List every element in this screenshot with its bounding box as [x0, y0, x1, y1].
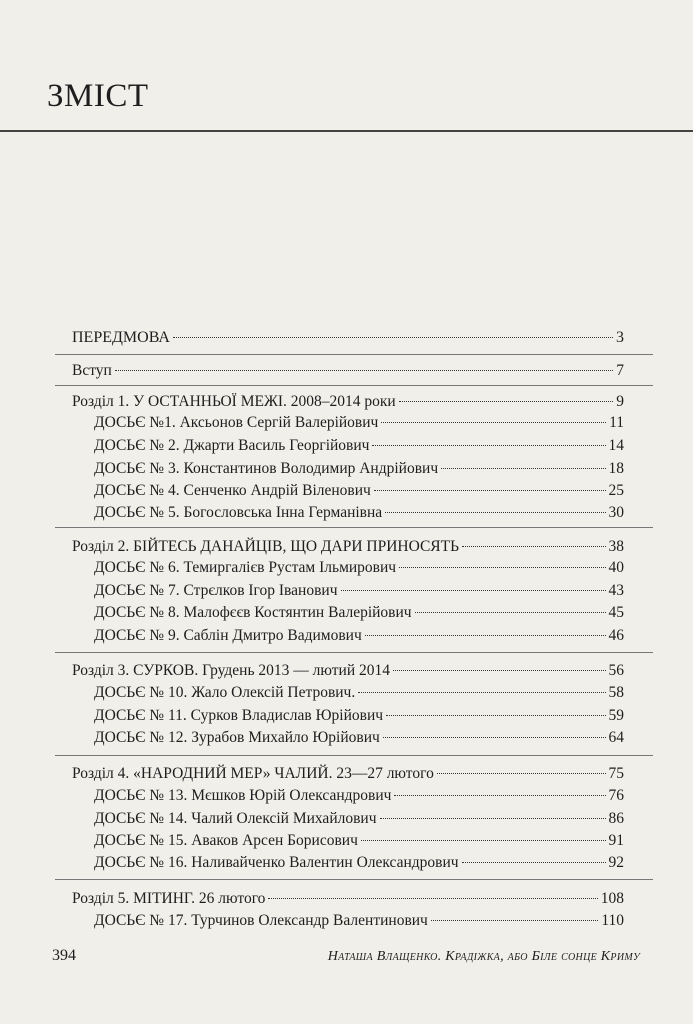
toc-entry-title: ДОСЬЄ № 4. Сенченко Андрій Віленович	[94, 482, 371, 499]
dot-leader	[115, 370, 613, 371]
toc-entry-title: ПЕРЕДМОВА	[72, 329, 170, 346]
toc-entry-title: ДОСЬЄ № 6. Темиргалієв Рустам Ільмирович	[94, 559, 397, 576]
toc-dossier-entry	[94, 459, 624, 478]
toc-entry-title: ДОСЬЄ № 3. Константинов Володимир Андрійович	[94, 460, 439, 477]
toc-entry-title: ДОСЬЄ № 9. Саблін Дмитро Вадимович	[94, 627, 362, 644]
dot-leader	[358, 692, 605, 693]
toc-entry-title: Вступ	[72, 362, 112, 379]
toc-dossier-entry	[94, 728, 624, 747]
toc-entry-page: 108	[600, 890, 624, 907]
toc-dossier-entry	[94, 706, 624, 725]
toc-entry-page: 75	[608, 765, 624, 782]
toc-chapter-entry	[72, 661, 624, 680]
toc-entry-title: ДОСЬЄ № 10. Жало Олексій Петрович.	[94, 684, 356, 701]
toc-dossier-entry	[94, 683, 624, 702]
toc-dossier-entry	[94, 853, 624, 872]
toc-entry-page: 38	[608, 538, 624, 555]
toc-dossier-entry	[94, 626, 624, 645]
toc-entry-page: 40	[608, 559, 624, 576]
toc-dossier-entry	[94, 911, 624, 930]
toc-entry-title: ДОСЬЄ № 13. Мєшков Юрій Олександрович	[94, 787, 392, 804]
dot-leader	[394, 795, 605, 796]
dot-leader	[372, 445, 605, 446]
toc-entry-page: 45	[608, 604, 624, 621]
toc-entry-page: 110	[601, 912, 624, 929]
toc-entry-page: 3	[616, 329, 624, 346]
dot-leader	[385, 512, 605, 513]
toc-entry-title: Розділ 2. БІЙТЕСЬ ДАНАЙЦІВ, ЩО ДАРИ ПРИНОСЯТЬ	[72, 538, 460, 555]
toc-entry-title: ДОСЬЄ № 17. Турчинов Олександр Валентинович	[94, 912, 428, 929]
dot-leader	[399, 567, 605, 568]
toc-entry-page: 59	[608, 707, 624, 724]
toc-dossier-entry	[94, 481, 624, 500]
toc-entry-page: 64	[608, 729, 624, 746]
toc-dossier-entry	[94, 436, 624, 455]
toc-entry-title: ДОСЬЄ № 14. Чалий Олексій Михайлович	[94, 810, 377, 827]
toc-entry-title: ДОСЬЄ № 15. Аваков Арсен Борисович	[94, 832, 358, 849]
toc-chapter-entry	[72, 764, 624, 783]
dot-leader	[386, 715, 605, 716]
toc-chapter-entry	[72, 889, 624, 908]
section-divider	[55, 652, 653, 653]
toc-entry-title: ДОСЬЄ № 16. Наливайченко Валентин Олександрович	[94, 854, 459, 871]
dot-leader	[431, 920, 598, 921]
dot-leader	[393, 670, 606, 671]
toc-entry-page: 91	[608, 832, 624, 849]
toc-entry-page: 30	[608, 504, 624, 521]
toc-dossier-entry	[94, 558, 624, 577]
toc-entry-title: ДОСЬЄ № 7. Стрєлков Ігор Іванович	[94, 582, 338, 599]
toc-dossier-entry	[94, 603, 624, 622]
toc-entry-page: 7	[616, 362, 624, 379]
toc-entry-page: 14	[608, 437, 624, 454]
toc-entry-title: ДОСЬЄ № 5. Богословська Інна Германівна	[94, 504, 383, 521]
toc-entry-page: 86	[608, 810, 624, 827]
toc-dossier-entry	[94, 786, 624, 805]
toc-dossier-entry	[94, 581, 624, 600]
toc-entry-page: 58	[608, 684, 624, 701]
toc-entry-page: 92	[608, 854, 624, 871]
dot-leader	[173, 337, 613, 338]
toc-dossier-entry	[94, 503, 624, 522]
toc-entry-page: 46	[608, 627, 624, 644]
dot-leader	[415, 612, 606, 613]
running-title: Наташа Влащенко. Крадіжка, або Біле сонце Криму	[327, 949, 640, 964]
dot-leader	[374, 490, 606, 491]
toc-dossier-entry	[94, 413, 624, 432]
section-divider	[55, 527, 653, 528]
toc-entry-title: ДОСЬЄ № 11. Сурков Владислав Юрійович	[94, 707, 384, 724]
dot-leader	[361, 840, 606, 841]
toc-dossier-entry	[94, 809, 624, 828]
dot-leader	[365, 635, 606, 636]
toc-entry-page: 25	[608, 482, 624, 499]
toc-entry-page: 76	[608, 787, 624, 804]
dot-leader	[462, 546, 605, 547]
dot-leader	[462, 862, 606, 863]
dot-leader	[441, 468, 605, 469]
dot-leader	[268, 898, 597, 899]
toc-entry-title: ДОСЬЄ № 8. Малофєєв Костянтин Валерійович	[94, 604, 412, 621]
section-divider	[55, 354, 653, 355]
dot-leader	[381, 422, 606, 423]
toc-entry-page: 43	[608, 582, 624, 599]
toc-entry-page: 11	[609, 414, 624, 431]
section-divider	[55, 385, 653, 386]
page-title: ЗМІСТ	[47, 78, 149, 114]
dot-leader	[399, 401, 614, 402]
toc-entry	[72, 328, 624, 347]
toc-entry-title: ДОСЬЄ № 2. Джарти Василь Георгійович	[94, 437, 370, 454]
toc-entry-page: 9	[616, 393, 624, 410]
toc-entry-page: 18	[608, 460, 624, 477]
toc-entry-page: 56	[608, 662, 624, 679]
toc-chapter-entry	[72, 392, 624, 411]
toc-entry-title: ДОСЬЄ № 12. Зурабов Михайло Юрійович	[94, 729, 380, 746]
dot-leader	[380, 818, 606, 819]
toc-entry-title: Розділ 5. МІТИНГ. 26 лютого	[72, 890, 266, 907]
section-divider	[55, 879, 653, 880]
page-number: 394	[52, 947, 76, 964]
section-divider	[55, 755, 653, 756]
dot-leader	[437, 773, 606, 774]
dot-leader	[341, 590, 606, 591]
toc-entry-title: Розділ 4. «НАРОДНИЙ МЕР» ЧАЛИЙ. 23—27 лютого	[72, 765, 434, 782]
dot-leader	[383, 737, 606, 738]
toc-chapter-entry	[72, 537, 624, 556]
toc-entry	[72, 361, 624, 380]
toc-entry-title: Розділ 3. СУРКОВ. Грудень 2013 — лютий 2014	[72, 662, 390, 679]
toc-entry-title: ДОСЬЄ №1. Аксьонов Сергій Валерійович	[94, 414, 379, 431]
toc-entry-title: Розділ 1. У ОСТАННЬОЇ МЕЖІ. 2008–2014 роки	[72, 393, 396, 410]
toc-dossier-entry	[94, 831, 624, 850]
